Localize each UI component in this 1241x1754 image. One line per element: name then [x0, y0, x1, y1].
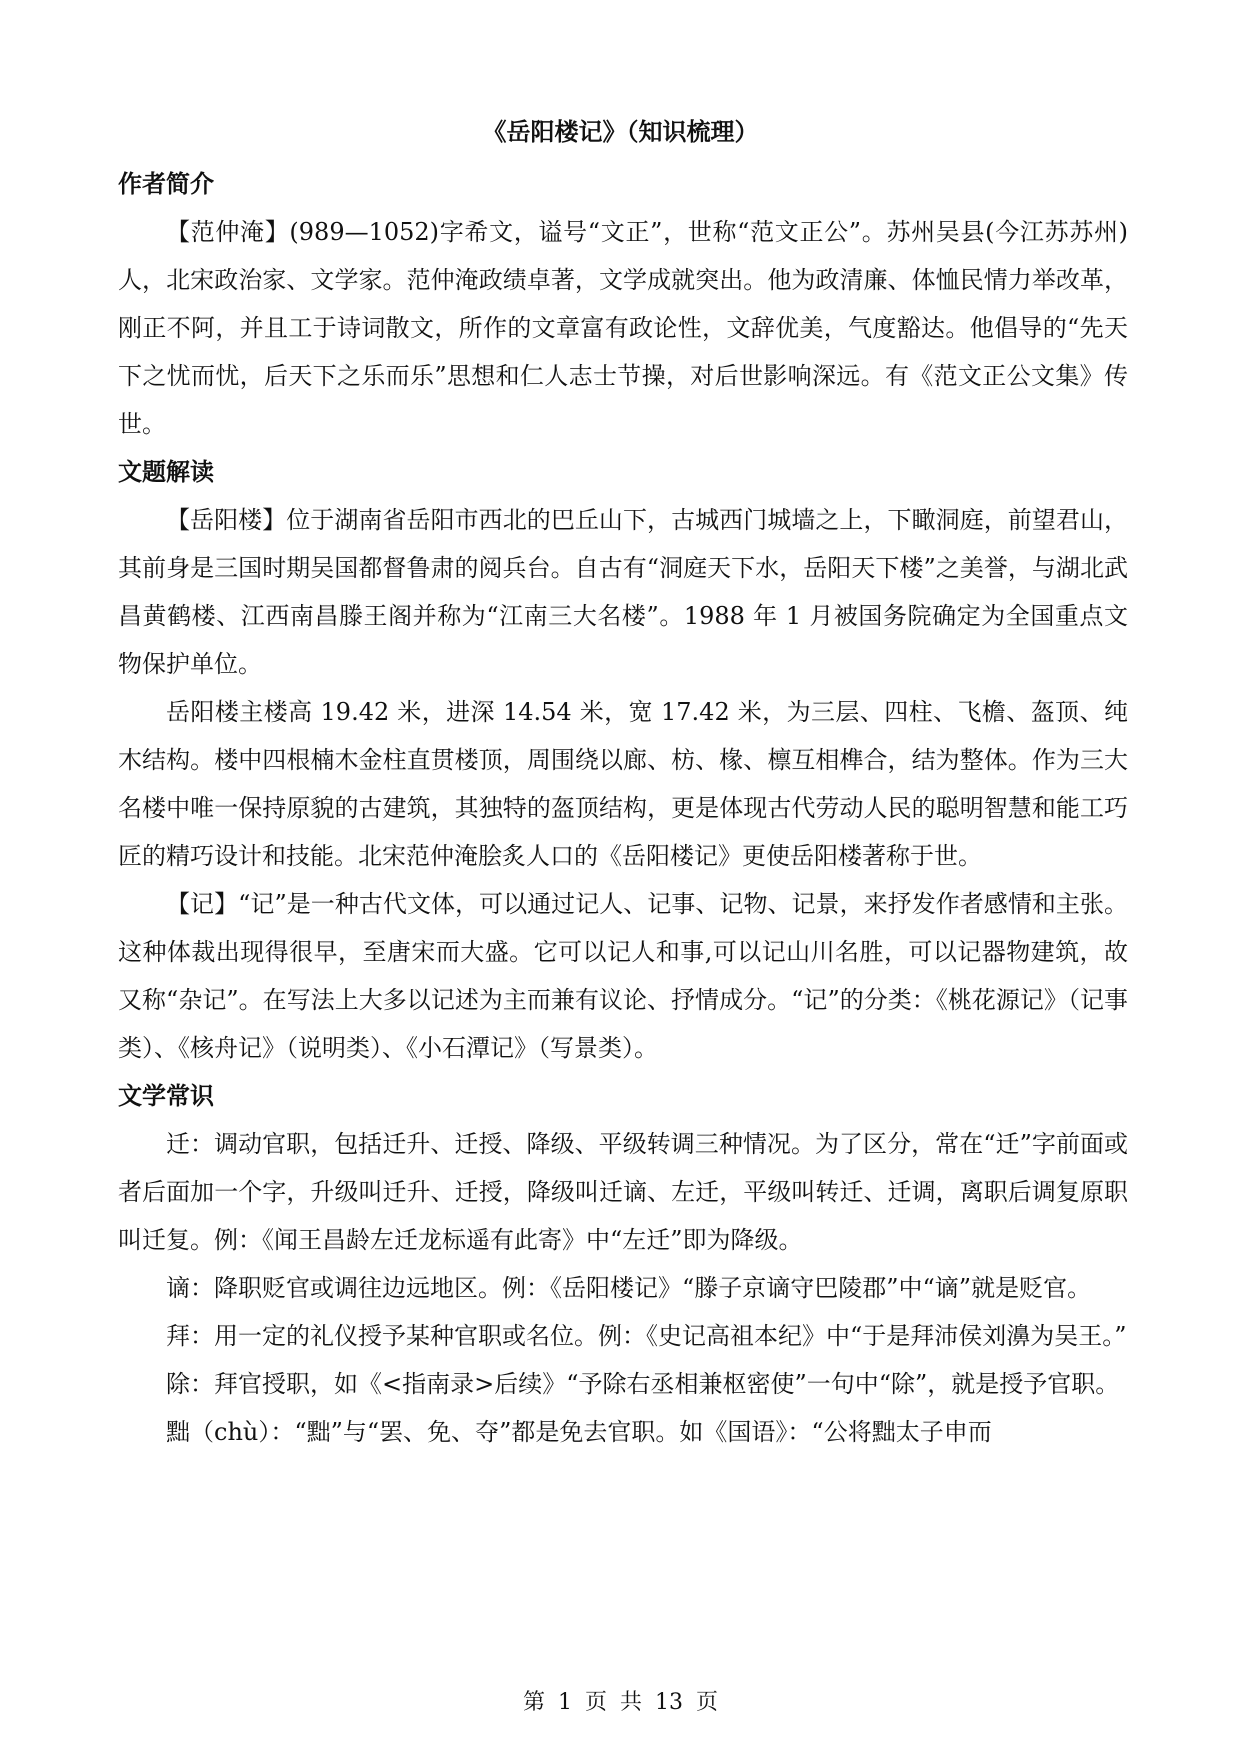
- document-body: [118, 160, 1128, 1456]
- section-heading: 文学常识: [118, 1081, 214, 1110]
- paragraph: 【岳阳楼】位于湖南省岳阳市西北的巴丘山下，古城西门城墙之上，下瞰洞庭，前望君山，其前身是三国时期吴国都督鲁肃的阅兵台。自古有“洞庭天下水，岳阳天下楼”之美誉，与湖北武昌黄鹤楼、江西南昌滕王阁并称为“江南三大名楼”。1988 年 1 月被国务院确定为全国重点文物保护单位。: [118, 506, 1128, 678]
- paragraph: 除：拜官授职，如《<指南录>后续》“予除右丞相兼枢密使”一句中“除”，就是授予官职。: [166, 1370, 1120, 1398]
- paragraph: 黜（chù）：“黜”与“罢、免、夺”都是免去官职。如《国语》：“公将黜太子申而: [166, 1418, 992, 1446]
- document-title: 《岳阳楼记》（知识梳理）: [482, 117, 759, 146]
- section-literary-knowledge: [118, 1072, 1128, 1456]
- section-author: [118, 160, 1128, 448]
- paragraph: 岳阳楼主楼高 19.42 米，进深 14.54 米，宽 17.42 米，为三层、四柱、飞檐、盔顶、纯木结构。楼中四根楠木金柱直贯楼顶，周围绕以廊、枋、椽、檩互相榫合，结为整体。作为三大名楼中唯一保持原貌的古建筑，其独特的盔顶结构，更是体现古代劳动人民的聪明智慧和能工巧匠的精巧设计和技能。北宋范仲淹脍炙人口的《岳阳楼记》更使岳阳楼著称于世。: [118, 698, 1128, 870]
- page-footer: 第 1 页 共 13 页: [523, 1690, 718, 1715]
- paragraph: 【范仲淹】(989—1052)字希文，谥号“文正”，世称“范文正公”。苏州吴县(今江苏苏州)人，北宋政治家、文学家。范仲淹政绩卓著，文学成就突出。他为政清廉、体恤民情力举改革，刚正不阿，并且工于诗词散文，所作的文章富有政论性，文辞优美，气度豁达。他倡导的“先天下之忧而忧，后天下之乐而乐”思想和仁人志士节操，对后世影响深远。有《范文正公文集》传世。: [118, 218, 1128, 438]
- section-heading: 文题解读: [118, 457, 214, 486]
- section-heading: 作者简介: [118, 169, 214, 198]
- paragraph: 【记】“记”是一种古代文体，可以通过记人、记事、记物、记景，来抒发作者感情和主张。这种体裁出现得很早，至唐宋而大盛。它可以记人和事,可以记山川名胜，可以记器物建筑，故又称“杂记”。在写法上大多以记述为主而兼有议论、抒情成分。“记”的分类：《桃花源记》（记事类）、《核舟记》（说明类）、《小石潭记》（写景类）。: [118, 890, 1128, 1062]
- paragraph: 拜：用一定的礼仪授予某种官职或名位。例：《史记高祖本纪》中“于是拜沛侯刘濞为吴王。”: [166, 1322, 1127, 1350]
- paragraph: 迁：调动官职，包括迁升、迁授、降级、平级转调三种情况。为了区分，常在“迁”字前面或者后面加一个字，升级叫迁升、迁授，降级叫迁谪、左迁，平级叫转迁、迁调，离职后调复原职叫迁复。例：《闻王昌龄左迁龙标遥有此寄》中“左迁”即为降级。: [118, 1130, 1128, 1254]
- section-title-interpretation: [118, 448, 1128, 1072]
- paragraph: 谪：降职贬官或调往边远地区。例：《岳阳楼记》“滕子京谪守巴陵郡”中“谪”就是贬官。: [166, 1274, 1092, 1302]
